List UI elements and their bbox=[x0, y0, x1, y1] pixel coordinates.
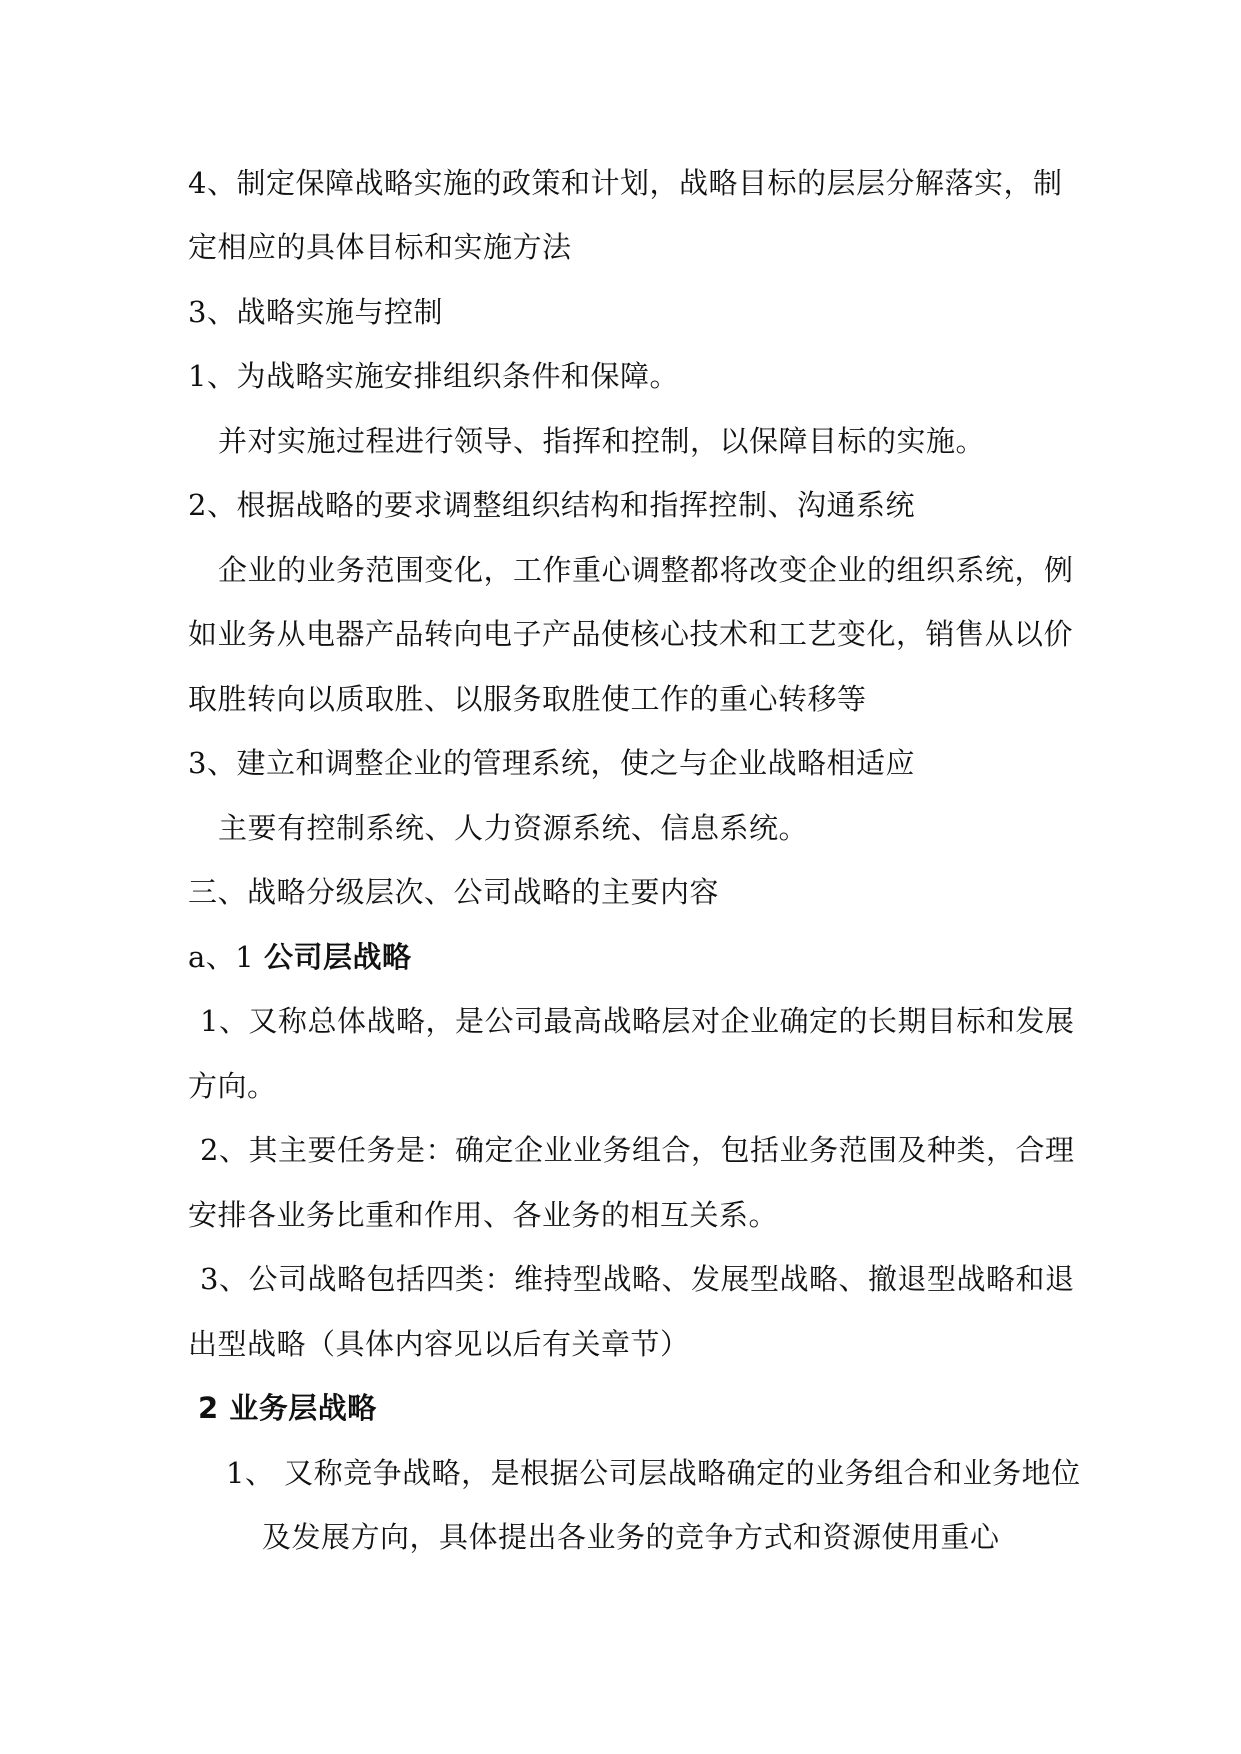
section-a-line-6: 出型战略（具体内容见以后有关章节） bbox=[188, 1327, 690, 1361]
section-a-line-3: 2、其主要任务是：确定企业业务组合，包括业务范围及种类，合理 bbox=[200, 1133, 1075, 1167]
text-line-2: 定相应的具体目标和实施方法 bbox=[188, 230, 572, 264]
section-b-title: 2 业务层战略 bbox=[198, 1391, 377, 1425]
text-line-11: 主要有控制系统、人力资源系统、信息系统。 bbox=[218, 811, 809, 845]
section-a-prefix: a、1 bbox=[188, 940, 264, 974]
text-line-1: 4、制定保障战略实施的政策和计划，战略目标的层层分解落实，制 bbox=[188, 166, 1063, 200]
text-line-6: 2、根据战略的要求调整组织结构和指挥控制、沟通系统 bbox=[188, 488, 915, 522]
text-line-8: 如业务从电器产品转向电子产品使核心技术和工艺变化，销售从以价 bbox=[188, 617, 1074, 651]
text-line-3: 3、战略实施与控制 bbox=[188, 295, 443, 329]
section-a-line-1: 1、又称总体战略，是公司最高战略层对企业确定的长期目标和发展 bbox=[200, 1004, 1075, 1038]
section-b-line-2: 及发展方向，具体提出各业务的竞争方式和资源使用重心 bbox=[262, 1520, 1000, 1554]
text-line-9: 取胜转向以质取胜、以服务取胜使工作的重心转移等 bbox=[188, 682, 867, 716]
section-a-line-4: 安排各业务比重和作用、各业务的相互关系。 bbox=[188, 1198, 779, 1232]
text-line-5: 并对实施过程进行领导、指挥和控制，以保障目标的实施。 bbox=[218, 424, 986, 458]
text-line-4: 1、为战略实施安排组织条件和保障。 bbox=[188, 359, 679, 393]
section-a-line-2: 方向。 bbox=[188, 1069, 277, 1103]
section-b-line-1: 1、 又称竞争战略，是根据公司层战略确定的业务组合和业务地位 bbox=[226, 1456, 1081, 1490]
text-line-10: 3、建立和调整企业的管理系统，使之与企业战略相适应 bbox=[188, 746, 915, 780]
section-a-line-5: 3、公司战略包括四类：维持型战略、发展型战略、撤退型战略和退 bbox=[200, 1262, 1075, 1296]
text-line-7: 企业的业务范围变化，工作重心调整都将改变企业的组织系统，例 bbox=[218, 553, 1074, 587]
section-a-title: 公司层战略 bbox=[263, 940, 412, 974]
text-line-12: 三、战略分级层次、公司战略的主要内容 bbox=[188, 875, 720, 909]
section-a-heading bbox=[188, 939, 411, 975]
